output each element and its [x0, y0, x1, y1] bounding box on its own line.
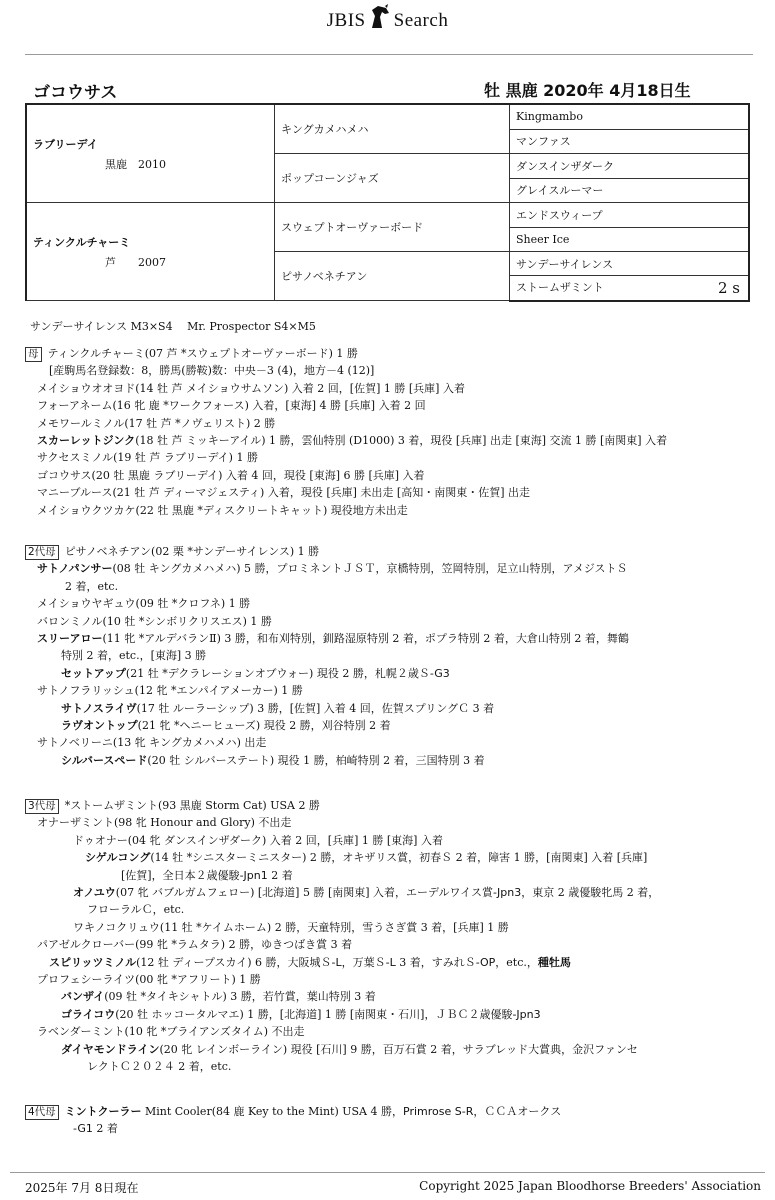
pedigree-ddd-cell[interactable]	[510, 276, 750, 301]
dam4-line-1-tail: 2 着	[92, 1122, 118, 1136]
dam3-line-4-name: オノユウ	[73, 886, 116, 900]
section-dam3	[25, 797, 765, 1076]
horse-info: 牡 黒鹿 2020年 4月18日生	[484, 81, 691, 100]
pedigree-ss[interactable]: キングカメハメハ	[275, 104, 510, 154]
pedigree-ddd: ストームザミント	[516, 280, 604, 294]
dam2-line-5-name: セットアップ	[61, 666, 126, 680]
pedigree-dd[interactable]: ピサノベネチアン	[275, 252, 510, 301]
dam3-line-10-grade: ＪＢＣ２歳優駿-Jpn3	[435, 1007, 541, 1021]
dam3-line-3-tail: 2 着	[267, 868, 293, 882]
dam2-line-1-detail: (08 牡 キングカメハメハ) 5 勝，プロミネントＪＳＴ，京橋特別，笠岡特別，足立山特別，アメジストＳ	[112, 562, 628, 576]
dam-detail: 芦 2007	[105, 255, 166, 269]
dam2-line-9: サトノベリーニ(13 牝 キングカメハメハ) 出走	[37, 736, 267, 750]
dam1-head: ティンクルチャーミ(07 芦 *スウェプトオーヴァーボード) 1 勝	[47, 347, 358, 360]
pedigree-sire[interactable]	[26, 104, 275, 203]
dam3-line-7-mid: 3 着，すみれＳ	[395, 955, 476, 969]
horse-name: ゴコウサス	[33, 83, 118, 103]
dam1-line-7: マニーブルース(21 牡 芦 ディーマジェスティ) 入着，現役 [兵庫] 未出走 [高知・南関東・佐賀] 出走	[37, 486, 530, 500]
dam3-line-4-grade: エーデルワイス賞-Jpn3	[406, 886, 522, 900]
pedigree-ds[interactable]: スウェプトオーヴァーボード	[275, 203, 510, 252]
logo-suffix: Search	[393, 10, 449, 31]
dam3-line-12-cont: レクトＣ２０２４ 2 着，etc.	[87, 1060, 232, 1074]
dam3-line-7-name: スピリッツミノル	[49, 955, 137, 969]
sire-detail: 黒鹿 2010	[105, 157, 166, 171]
dam2-line-3: バロンミノル(10 牡 *シンボリクリスエス) 1 勝	[37, 614, 272, 628]
dam3-line-3-grade: 全日本２歳優駿-Jpn1	[162, 868, 268, 882]
dam3-line-11: ラベンダーミント(10 牝 *ブライアンズタイム) 不出走	[37, 1025, 305, 1039]
dam3-line-4-cont: フローラルＣ，etc.	[87, 903, 185, 917]
pedigree-sds[interactable]: ダンスインザダーク	[510, 154, 750, 179]
pedigree-dds[interactable]: サンデーサイレンス	[510, 252, 750, 276]
dam2-line-5-detail: (21 牡 *デクラレーションオブウォー) 現役 2 勝，	[125, 666, 375, 680]
dam3-line-4-tail: ，東京 2 歳優駿牝馬 2 着，	[521, 886, 660, 900]
dam2-head: ピサノベネチアン(02 栗 *サンデーサイレンス) 1 勝	[64, 545, 320, 558]
dam3-line-12-detail: (20 牝 レインボーライン) 現役 [石川] 9 勝，百万石賞 2 着，サラブレッド大賞典，金沢ファンセ	[159, 1042, 638, 1056]
dam2-line-4-cont: 特別 2 着，etc.，[東海] 3 勝	[61, 649, 207, 663]
dam3-line-10-name: ゴライコウ	[61, 1007, 116, 1021]
dam2-line-6: サトノフラリッシュ(12 牝 *エンパイアメーカー) 1 勝	[37, 684, 303, 698]
jbis-logo[interactable]	[0, 4, 775, 32]
dam3-line-12-name: ダイヤモンドライン	[61, 1042, 160, 1056]
pedigree-dsd[interactable]: Sheer Ice	[510, 227, 750, 252]
dam3-line-4-detail: (07 牝 バブルガムフェロー) [北海道] 5 勝 [南関東] 入着，	[115, 886, 407, 900]
dam3-head: *ストームザミント(93 黒鹿 Storm Cat) USA 2 勝	[64, 799, 320, 812]
dam3-line-3-cont: [佐賀]，	[121, 868, 163, 882]
dam3-line-10-detail: (20 牡 ホッコータルマエ) 1 勝，[北海道] 1 勝 [南関東・石川]，	[115, 1007, 436, 1021]
dam3-line-3-detail: (14 牡 *シニスターミニスター) 2 勝，オキザリス賞，初春Ｓ 2 着，障害 1 勝，[南関東] 入着 [兵庫]	[150, 851, 648, 865]
dam1-line-6: ゴコウサス(20 牡 黒鹿 ラブリーデイ) 入着 4 回，現役 [東海] 6 勝 [兵庫] 入着	[37, 468, 425, 482]
dam3-line-7-op: -OP	[475, 955, 496, 969]
dam3-tag: 3代母	[25, 799, 59, 814]
pedigree-table	[25, 103, 750, 302]
dam3-line-6: パアゼルクローバー(99 牝 *ラムタラ) 2 勝，ゆきつばき賞 3 着	[37, 938, 353, 952]
horse-head-icon	[366, 4, 394, 30]
dam2-line-1-name: サトノパンサー	[37, 562, 113, 576]
generation-count: 2 s	[717, 278, 740, 297]
footer-copyright: Copyright 2025 Japan Bloodhorse Breeders' Association	[419, 1179, 761, 1193]
dam3-line-7-grade: 大阪城Ｓ-L，万葉Ｓ-L	[287, 955, 396, 969]
dam2-line-2: メイショウヤギュウ(09 牡 *クロフネ) 1 勝	[37, 597, 251, 611]
sire-name: ラブリーデイ	[33, 137, 98, 151]
dam3-line-3-name: シゲルコング	[85, 851, 151, 865]
dam2-line-10-detail: (20 牡 シルバーステート) 現役 1 勝，柏崎特別 2 着，三国特別 3 着	[147, 753, 485, 767]
dam2-line-1-cont: 2 着，etc.	[65, 579, 119, 593]
dam2-line-8-detail: (21 牝 *ヘニーヒューズ) 現役 2 勝，刈谷特別 2 着	[137, 719, 391, 733]
dam1-line-4-detail: (18 牡 芦 ミッキーアイル) 1 勝，雲仙特別 (D1000) 3 着，現役 [兵庫] 出走 [東海] 交流 1 勝 [南関東] 入着	[135, 434, 668, 448]
dam2-line-4-detail: (11 牝 *アルデバランⅡ) 3 勝，和布刈特別，釧路湿原特別 2 着，ポプラ特別 2 着，大倉山特別 2 着，舞鶴	[102, 632, 629, 646]
dam4-line-1-g1: -G1	[73, 1122, 93, 1136]
dam1-line-4-name: スカーレットジンク	[37, 434, 136, 448]
dam2-line-4-name: スリーアロー	[37, 632, 103, 646]
dam1-line-3: メモワールミノル(17 牡 芦 *ノヴェリスト) 2 勝	[37, 416, 276, 430]
pedigree-ssd[interactable]: マンファス	[510, 129, 750, 154]
dam3-line-7-etc: ，etc.，	[495, 955, 538, 969]
dam4-line-1-name: ミントクーラー	[64, 1105, 142, 1118]
pedigree-sss[interactable]: Kingmambo	[510, 104, 750, 129]
pedigree-sdd[interactable]: グレイスルーマー	[510, 178, 750, 203]
dam2-line-10-name: シルバースペード	[61, 753, 148, 767]
dam3-line-7-sire: 種牡馬	[537, 955, 571, 969]
dam2-line-7-detail: (17 牡 ルーラーシップ) 3 勝，[佐賀] 入着 4 回，佐賀スプリングＣ 3 着	[136, 701, 495, 715]
dam3-line-5: ワキノコクリュウ(11 牡 *ケイムホーム) 2 勝，天童特別，雪うさぎ賞 3 着，[兵庫] 1 勝	[73, 920, 509, 934]
dam2-tag: 2代母	[25, 545, 59, 560]
dam1-tag: 母	[25, 347, 42, 362]
dam1-line-1: メイショウオオヨド(14 牡 芦 メイショウサムソン) 入着 2 回，[佐賀] 1 勝 [兵庫] 入着	[37, 381, 465, 395]
dam3-line-8: プロフェシーライツ(00 牝 *アフリート) 1 勝	[37, 973, 261, 987]
dam1-line-5: サクセスミノル(19 牡 芦 ラブリーデイ) 1 勝	[37, 451, 258, 465]
dam4-line-1-detail: Mint Cooler(84 鹿 Key to the Mint) USA 4 勝，	[141, 1105, 403, 1118]
logo-prefix: JBIS	[326, 10, 366, 31]
pedigree-dam[interactable]	[26, 203, 275, 301]
pedigree-dss[interactable]: エンドスウィープ	[510, 203, 750, 228]
footer-divider	[10, 1172, 765, 1173]
dam4-line-1-grade: Primrose S-R，ＣＣＡオークス	[403, 1105, 562, 1118]
dam3-line-9-detail: (09 牡 *タイキシャトル) 3 勝，若竹賞，葉山特別 3 着	[104, 990, 376, 1004]
header-divider	[25, 54, 753, 55]
dam3-line-7-detail: (12 牡 ディープスカイ) 6 勝，	[136, 955, 288, 969]
dam3-line-1: オナーザミント(98 牝 Honour and Glory) 不出走	[37, 816, 292, 830]
dam4-tag: 4代母	[25, 1105, 59, 1120]
section-dam4	[25, 1103, 765, 1138]
dam3-line-9-name: バンザイ	[61, 990, 105, 1004]
dam1-reg: [産駒馬名登録数：8，勝馬(勝鞍)数：中央－3 (4)，地方－4 (12)]	[49, 364, 375, 378]
section-dam2	[25, 543, 765, 769]
dam1-line-2: フォーアネーム(16 牝 鹿 *ワークフォース) 入着，[東海] 4 勝 [兵庫] 入着 2 回	[37, 399, 426, 413]
dam3-line-2: ドゥオナー(04 牝 ダンスインザダーク) 入着 2 回，[兵庫] 1 勝 [東海] 入着	[73, 833, 443, 847]
footer-date: 2025年 7月 8日現在	[25, 1181, 139, 1195]
dam2-line-7-name: サトノスライヴ	[61, 701, 137, 715]
section-dam1	[25, 345, 765, 519]
inbreeding-line: サンデーサイレンス M3×S4 Mr. Prospector S4×M5	[30, 320, 316, 333]
dam2-line-8-name: ラヴオントップ	[61, 719, 138, 733]
dam-name: ティンクルチャーミ	[33, 235, 131, 249]
dam2-line-5-grade: 札幌２歳Ｓ-G3	[374, 666, 450, 680]
dam1-line-8: メイショウクツカケ(22 牡 黒鹿 *ディスクリートキャット) 現役地方未出走	[37, 503, 408, 517]
pedigree-sd[interactable]: ポップコーンジャズ	[275, 154, 510, 203]
